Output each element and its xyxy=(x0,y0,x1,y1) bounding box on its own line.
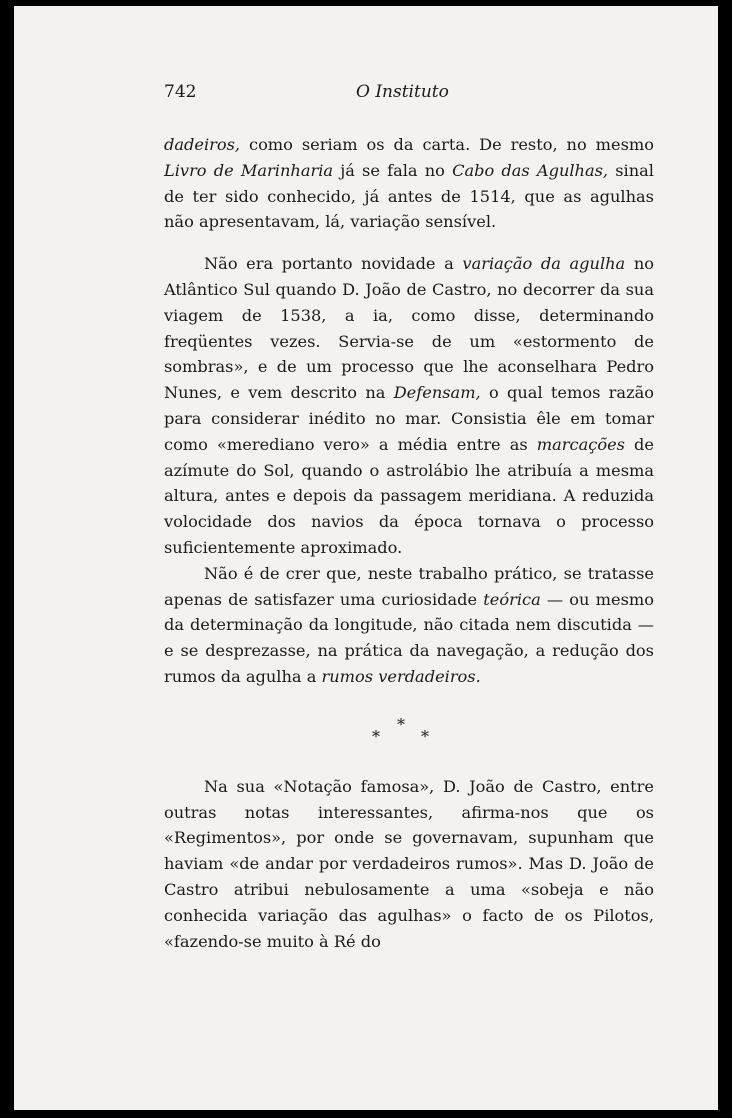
separator-star-left: * xyxy=(372,726,380,746)
document-page xyxy=(164,82,654,954)
separator-star-right: * xyxy=(421,726,429,746)
page-header xyxy=(164,82,654,110)
text-run: Não é de crer que, neste trabalho prático, se tratasse apenas de satisfazer uma curiosidade xyxy=(164,563,654,609)
italic-text: Defensam, xyxy=(393,383,481,403)
text-run: no Atlântico Sul quando D. João de Castro, no decorrer da sua viagem de 1538, a ia, como disse, determinando freqüentes vezes. Servia-se de um «estormento de sombras», e de um processo que lhe aconselhara Pedro Nunes, e vem descrito na xyxy=(164,254,654,403)
separator-star-top: * xyxy=(397,714,405,734)
text-run: de azímute do Sol, quando o astrolábio lhe atribuía a mesma altura, antes e depois da passagem meridiana. A reduzida volocidade dos navios da época tornava o processo suficientemente aproximado. xyxy=(164,434,654,557)
italic-text: dadeiros, xyxy=(164,135,241,154)
paragraph-1 xyxy=(164,132,654,235)
italic-text: Cabo das Agulhas, xyxy=(452,160,609,180)
paragraph-4 xyxy=(164,774,654,955)
page-number: 742 xyxy=(164,82,197,102)
text-run: o qual temos razão para considerar inédito no mar. Consistia êle em tomar como «merediano vero» a média entre as xyxy=(164,383,654,454)
body-text xyxy=(164,132,654,954)
text-run: Não era portanto novidade a xyxy=(204,254,463,274)
paragraph-3 xyxy=(164,561,654,690)
italic-text: marcações xyxy=(536,434,625,454)
italic-text: teórica xyxy=(483,589,541,609)
italic-text: variação da agulha xyxy=(462,254,626,274)
text-run: sinal de ter sido conhecido, já antes de 1514, que as agulhas não apresentavam, lá, variação sensível. xyxy=(164,160,654,232)
text-run: já se fala no xyxy=(333,160,453,180)
italic-text: rumos verdadeiros. xyxy=(321,666,481,686)
section-separator xyxy=(164,690,654,774)
text-run: como seriam os da carta. De resto, no mesmo xyxy=(240,135,654,154)
text-run: — ou mesmo da determinação da longitude, não citada nem discutida — e se desprezasse, na prática da navegação, a redução dos rumos da agulha a xyxy=(164,589,654,686)
paragraph-2 xyxy=(164,251,654,561)
page-sheet xyxy=(14,6,718,1110)
italic-text: Livro de Marinharia xyxy=(164,160,334,180)
paragraph-gap xyxy=(164,235,654,251)
running-title: O Instituto xyxy=(356,82,449,102)
text-run: Na sua «Notação famosa», D. João de Castro, entre outras notas interessantes, afirma-nos que os «Regimentos», por onde se governavam, supunham que haviam «de andar por verdadeiros rumos». Mas D. João de Castro atribui nebulosamente a uma «sobeja e não conhecida variação das agulhas» o facto de os Pilotos, «fazendo-se muito à Ré do xyxy=(164,776,654,951)
